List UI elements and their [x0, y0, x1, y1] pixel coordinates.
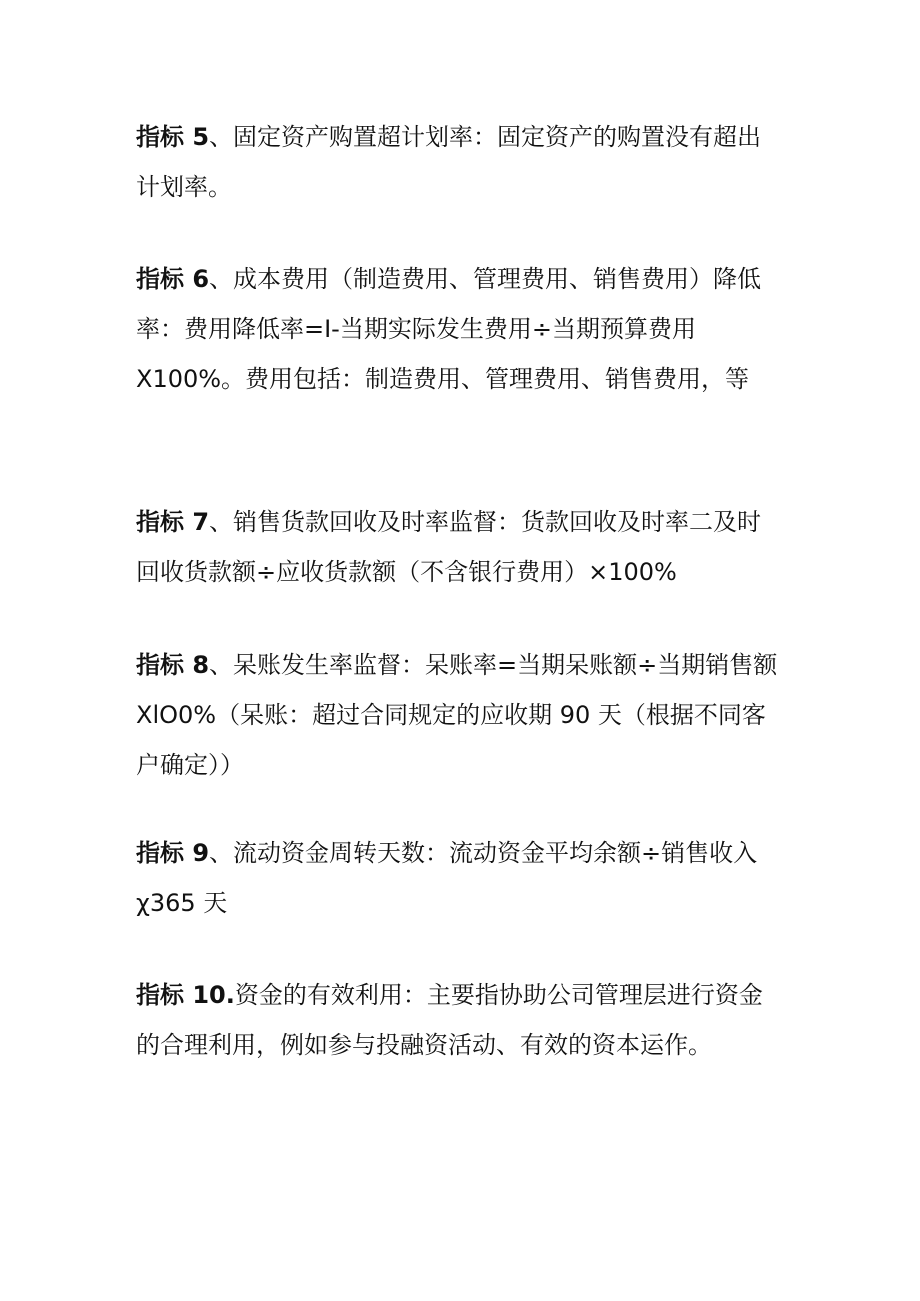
- indicator-label: 指标 10.: [136, 981, 235, 1009]
- paragraph-line: [136, 828, 796, 878]
- paragraph-line: [136, 254, 796, 304]
- paragraph-line: [136, 970, 796, 1020]
- paragraph-line: X100%。费用包括：制造费用、管理费用、销售费用，等: [136, 365, 750, 393]
- indicator-label: 指标 8: [136, 651, 210, 679]
- paragraph-text: 、固定资产购置超计划率：固定资产的购置没有超出: [209, 123, 762, 151]
- paragraph-line: χ365 天: [136, 889, 228, 917]
- paragraph-text: 、呆账发生率监督：呆账率=当期呆账额÷当期销售额: [209, 651, 778, 679]
- paragraph-line: 回收货款额÷应收货款额（不含银行费用）×100%: [136, 558, 677, 586]
- paragraph-line: 率：费用降低率=I-当期实际发生费用÷当期预算费用: [136, 315, 696, 343]
- indicator-label: 指标 6: [136, 265, 210, 293]
- paragraph-line: [136, 112, 796, 162]
- paragraph-text: 资金的有效利用：主要指协助公司管理层进行资金: [234, 981, 763, 1009]
- paragraph-text: 、流动资金周转天数：流动资金平均余额÷销售收入: [209, 839, 758, 867]
- indicator-label: 指标 7: [136, 508, 210, 536]
- paragraph-line: XlO0%（呆账：超过合同规定的应收期 90 天（根据不同客: [136, 701, 766, 729]
- paragraph-indicator-7: [136, 497, 796, 597]
- paragraph-indicator-8: [136, 640, 796, 790]
- paragraph-indicator-10: [136, 970, 796, 1070]
- paragraph-line: [136, 497, 796, 547]
- paragraph-line: 计划率。: [136, 173, 232, 201]
- indicator-label: 指标 9: [136, 839, 210, 867]
- paragraph-indicator-6: [136, 254, 796, 404]
- paragraph-line: 的合理利用，例如参与投融资活动、有效的资本运作。: [136, 1031, 712, 1059]
- paragraph-indicator-9: [136, 828, 796, 928]
- paragraph-line: 户确定））: [136, 751, 244, 779]
- paragraph-text: 、成本费用（制造费用、管理费用、销售费用）降低: [209, 265, 762, 293]
- paragraph-indicator-5: [136, 112, 796, 212]
- indicator-label: 指标 5: [136, 123, 210, 151]
- paragraph-line: [136, 640, 796, 690]
- paragraph-text: 、销售货款回收及时率监督：货款回收及时率二及时: [209, 508, 762, 536]
